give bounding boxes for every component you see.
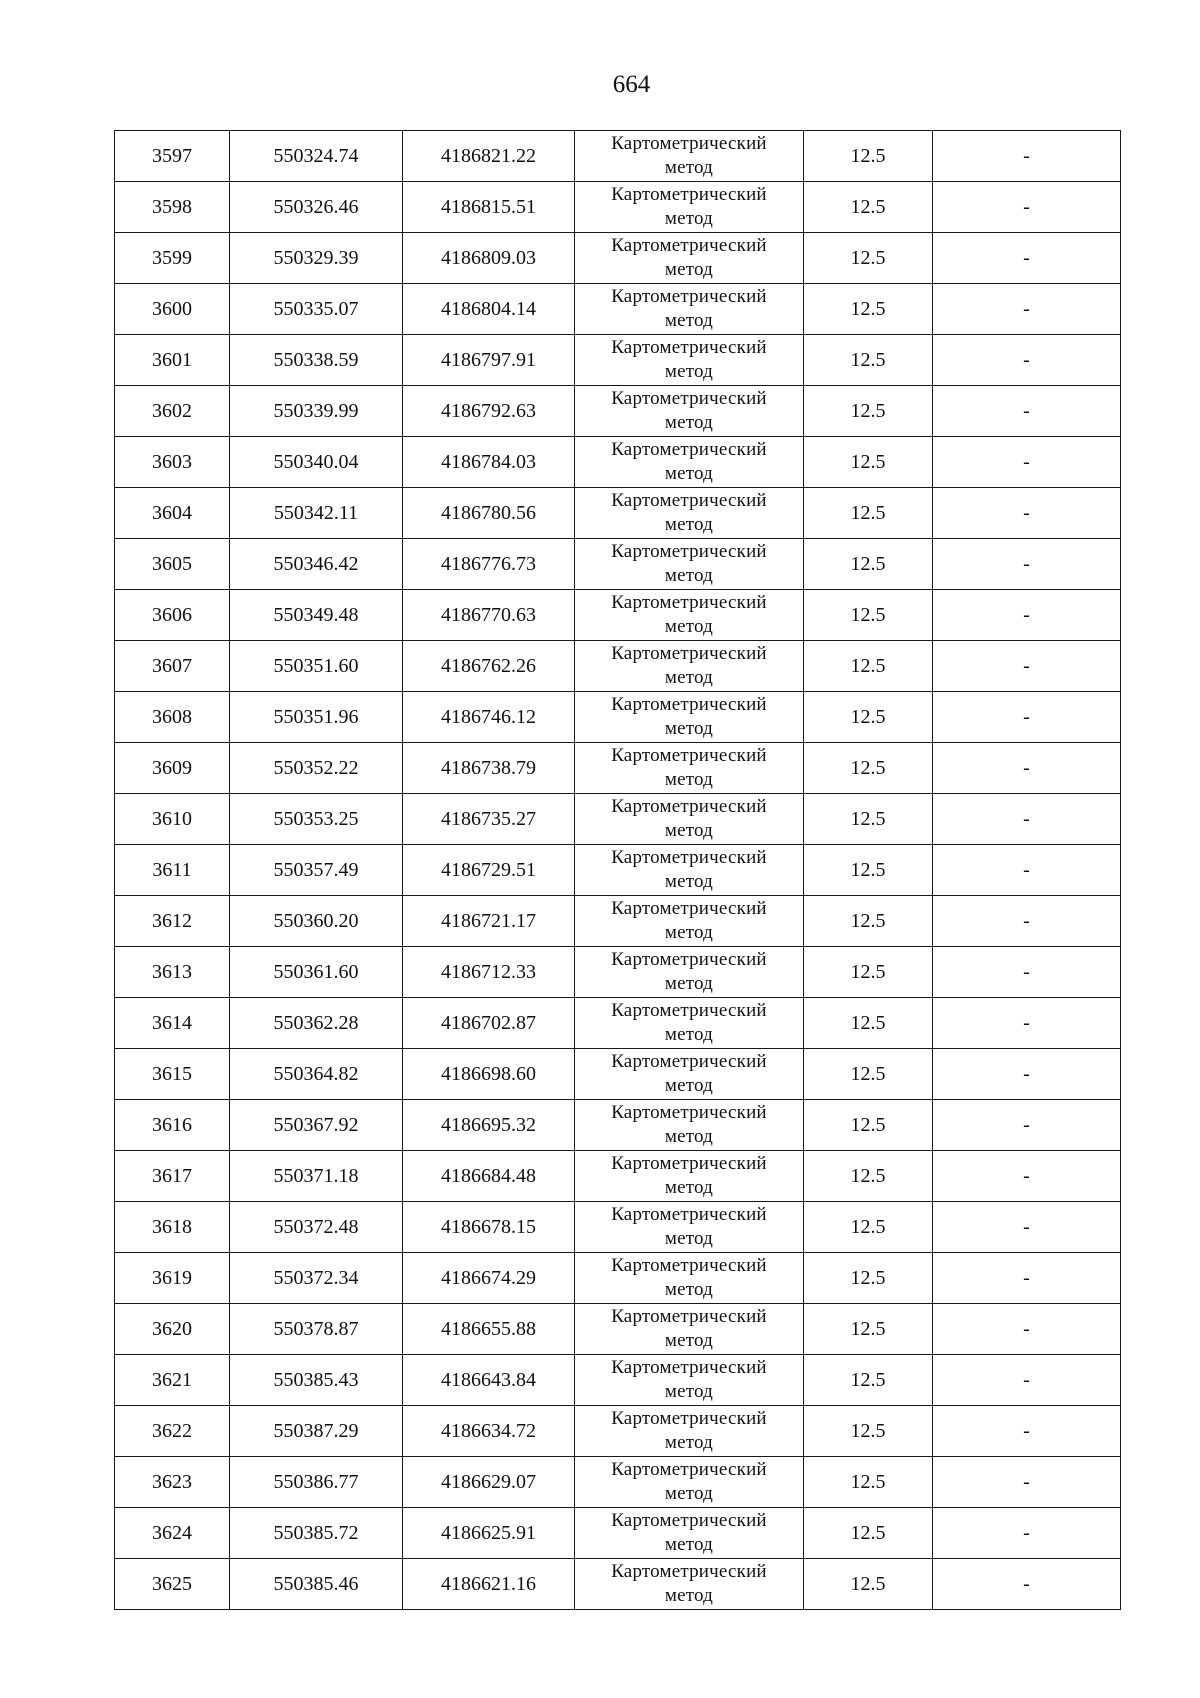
x-coordinate-cell: 550351.96 bbox=[230, 692, 403, 743]
method-line-1: Картометрический bbox=[611, 490, 767, 511]
method-line-1: Картометрический bbox=[611, 235, 767, 256]
method-line-1: Картометрический bbox=[611, 1153, 767, 1174]
point-number-cell: 3597 bbox=[115, 131, 230, 182]
note-cell: - bbox=[933, 488, 1121, 539]
point-number-cell: 3616 bbox=[115, 1100, 230, 1151]
point-number-cell: 3608 bbox=[115, 692, 230, 743]
method-cell bbox=[575, 641, 804, 692]
note-cell: - bbox=[933, 182, 1121, 233]
note-cell: - bbox=[933, 233, 1121, 284]
accuracy-cell: 12.5 bbox=[804, 1559, 933, 1610]
accuracy-cell: 12.5 bbox=[804, 947, 933, 998]
point-number-cell: 3598 bbox=[115, 182, 230, 233]
method-line-1: Картометрический bbox=[611, 439, 767, 460]
method-cell bbox=[575, 845, 804, 896]
accuracy-cell: 12.5 bbox=[804, 1355, 933, 1406]
x-coordinate-cell: 550340.04 bbox=[230, 437, 403, 488]
method-line-1: Картометрический bbox=[611, 1102, 767, 1123]
table-row bbox=[115, 845, 1121, 896]
method-line-1: Картометрический bbox=[611, 541, 767, 562]
table-row bbox=[115, 437, 1121, 488]
accuracy-cell: 12.5 bbox=[804, 590, 933, 641]
method-line-1: Картометрический bbox=[611, 1255, 767, 1276]
accuracy-cell: 12.5 bbox=[804, 539, 933, 590]
y-coordinate-cell: 4186809.03 bbox=[403, 233, 575, 284]
y-coordinate-cell: 4186746.12 bbox=[403, 692, 575, 743]
y-coordinate-cell: 4186776.73 bbox=[403, 539, 575, 590]
point-number-cell: 3619 bbox=[115, 1253, 230, 1304]
method-line-2: метод bbox=[664, 412, 714, 433]
method-line-2: метод bbox=[664, 718, 714, 739]
method-line-2: метод bbox=[664, 769, 714, 790]
method-line-2: метод bbox=[664, 973, 714, 994]
y-coordinate-cell: 4186702.87 bbox=[403, 998, 575, 1049]
method-line-2: метод bbox=[664, 1279, 714, 1300]
method-line-2: метод bbox=[664, 310, 714, 331]
table-row bbox=[115, 488, 1121, 539]
x-coordinate-cell: 550386.77 bbox=[230, 1457, 403, 1508]
method-line-1: Картометрический bbox=[611, 1510, 767, 1531]
method-cell bbox=[575, 896, 804, 947]
method-cell bbox=[575, 182, 804, 233]
y-coordinate-cell: 4186738.79 bbox=[403, 743, 575, 794]
method-line-2: метод bbox=[664, 1228, 714, 1249]
point-number-cell: 3607 bbox=[115, 641, 230, 692]
point-number-cell: 3610 bbox=[115, 794, 230, 845]
point-number-cell: 3614 bbox=[115, 998, 230, 1049]
method-cell bbox=[575, 437, 804, 488]
coordinates-table-body bbox=[115, 131, 1121, 1610]
method-cell bbox=[575, 743, 804, 794]
method-cell bbox=[575, 794, 804, 845]
note-cell: - bbox=[933, 1355, 1121, 1406]
table-row bbox=[115, 1151, 1121, 1202]
accuracy-cell: 12.5 bbox=[804, 692, 933, 743]
table-row bbox=[115, 233, 1121, 284]
note-cell: - bbox=[933, 743, 1121, 794]
point-number-cell: 3612 bbox=[115, 896, 230, 947]
x-coordinate-cell: 550385.46 bbox=[230, 1559, 403, 1610]
method-cell bbox=[575, 1559, 804, 1610]
y-coordinate-cell: 4186634.72 bbox=[403, 1406, 575, 1457]
y-coordinate-cell: 4186792.63 bbox=[403, 386, 575, 437]
y-coordinate-cell: 4186784.03 bbox=[403, 437, 575, 488]
x-coordinate-cell: 550339.99 bbox=[230, 386, 403, 437]
x-coordinate-cell: 550372.48 bbox=[230, 1202, 403, 1253]
table-row bbox=[115, 182, 1121, 233]
accuracy-cell: 12.5 bbox=[804, 998, 933, 1049]
y-coordinate-cell: 4186625.91 bbox=[403, 1508, 575, 1559]
y-coordinate-cell: 4186684.48 bbox=[403, 1151, 575, 1202]
accuracy-cell: 12.5 bbox=[804, 233, 933, 284]
method-line-2: метод bbox=[664, 361, 714, 382]
note-cell: - bbox=[933, 284, 1121, 335]
method-line-1: Картометрический bbox=[611, 184, 767, 205]
table-row bbox=[115, 1559, 1121, 1610]
x-coordinate-cell: 550360.20 bbox=[230, 896, 403, 947]
method-line-2: метод bbox=[664, 1126, 714, 1147]
x-coordinate-cell: 550349.48 bbox=[230, 590, 403, 641]
method-line-1: Картометрический bbox=[611, 898, 767, 919]
method-cell bbox=[575, 1508, 804, 1559]
method-line-2: метод bbox=[664, 1483, 714, 1504]
y-coordinate-cell: 4186797.91 bbox=[403, 335, 575, 386]
table-row bbox=[115, 692, 1121, 743]
method-cell bbox=[575, 1355, 804, 1406]
table-row bbox=[115, 1457, 1121, 1508]
table-row bbox=[115, 335, 1121, 386]
accuracy-cell: 12.5 bbox=[804, 1457, 933, 1508]
method-cell bbox=[575, 1304, 804, 1355]
x-coordinate-cell: 550371.18 bbox=[230, 1151, 403, 1202]
x-coordinate-cell: 550351.60 bbox=[230, 641, 403, 692]
accuracy-cell: 12.5 bbox=[804, 488, 933, 539]
method-cell bbox=[575, 233, 804, 284]
method-cell bbox=[575, 131, 804, 182]
method-cell bbox=[575, 947, 804, 998]
point-number-cell: 3604 bbox=[115, 488, 230, 539]
note-cell: - bbox=[933, 998, 1121, 1049]
accuracy-cell: 12.5 bbox=[804, 437, 933, 488]
y-coordinate-cell: 4186729.51 bbox=[403, 845, 575, 896]
note-cell: - bbox=[933, 131, 1121, 182]
method-line-2: метод bbox=[664, 871, 714, 892]
x-coordinate-cell: 550387.29 bbox=[230, 1406, 403, 1457]
point-number-cell: 3600 bbox=[115, 284, 230, 335]
method-line-2: метод bbox=[664, 1075, 714, 1096]
accuracy-cell: 12.5 bbox=[804, 1202, 933, 1253]
note-cell: - bbox=[933, 794, 1121, 845]
method-line-1: Картометрический bbox=[611, 1357, 767, 1378]
method-cell bbox=[575, 335, 804, 386]
table-row bbox=[115, 1100, 1121, 1151]
method-line-1: Картометрический bbox=[611, 1306, 767, 1327]
method-cell bbox=[575, 386, 804, 437]
method-line-1: Картометрический bbox=[611, 1204, 767, 1225]
table-row bbox=[115, 1049, 1121, 1100]
method-line-2: метод bbox=[664, 1432, 714, 1453]
method-line-2: метод bbox=[664, 820, 714, 841]
note-cell: - bbox=[933, 437, 1121, 488]
method-line-1: Картометрический bbox=[611, 1051, 767, 1072]
x-coordinate-cell: 550335.07 bbox=[230, 284, 403, 335]
point-number-cell: 3618 bbox=[115, 1202, 230, 1253]
y-coordinate-cell: 4186815.51 bbox=[403, 182, 575, 233]
note-cell: - bbox=[933, 641, 1121, 692]
method-line-1: Картометрический bbox=[611, 745, 767, 766]
table-row bbox=[115, 1406, 1121, 1457]
y-coordinate-cell: 4186762.26 bbox=[403, 641, 575, 692]
method-line-2: метод bbox=[664, 1381, 714, 1402]
page-number: 664 bbox=[612, 71, 651, 98]
note-cell: - bbox=[933, 1406, 1121, 1457]
note-cell: - bbox=[933, 1457, 1121, 1508]
method-line-1: Картометрический bbox=[611, 949, 767, 970]
point-number-cell: 3609 bbox=[115, 743, 230, 794]
y-coordinate-cell: 4186770.63 bbox=[403, 590, 575, 641]
method-line-1: Картометрический bbox=[611, 796, 767, 817]
table-row bbox=[115, 386, 1121, 437]
accuracy-cell: 12.5 bbox=[804, 284, 933, 335]
method-line-1: Картометрический bbox=[611, 694, 767, 715]
accuracy-cell: 12.5 bbox=[804, 182, 933, 233]
accuracy-cell: 12.5 bbox=[804, 1151, 933, 1202]
x-coordinate-cell: 550361.60 bbox=[230, 947, 403, 998]
method-line-2: метод bbox=[664, 922, 714, 943]
method-line-2: метод bbox=[664, 1177, 714, 1198]
point-number-cell: 3605 bbox=[115, 539, 230, 590]
point-number-cell: 3615 bbox=[115, 1049, 230, 1100]
method-line-1: Картометрический bbox=[611, 337, 767, 358]
method-cell bbox=[575, 998, 804, 1049]
x-coordinate-cell: 550357.49 bbox=[230, 845, 403, 896]
table-row bbox=[115, 590, 1121, 641]
table-row bbox=[115, 794, 1121, 845]
point-number-cell: 3603 bbox=[115, 437, 230, 488]
method-line-1: Картометрический bbox=[611, 1000, 767, 1021]
note-cell: - bbox=[933, 1202, 1121, 1253]
method-cell bbox=[575, 1100, 804, 1151]
point-number-cell: 3623 bbox=[115, 1457, 230, 1508]
y-coordinate-cell: 4186804.14 bbox=[403, 284, 575, 335]
x-coordinate-cell: 550342.11 bbox=[230, 488, 403, 539]
table-row bbox=[115, 1304, 1121, 1355]
method-line-2: метод bbox=[664, 1330, 714, 1351]
method-line-1: Картометрический bbox=[611, 643, 767, 664]
y-coordinate-cell: 4186629.07 bbox=[403, 1457, 575, 1508]
table-row bbox=[115, 641, 1121, 692]
method-cell bbox=[575, 1457, 804, 1508]
table-row bbox=[115, 1202, 1121, 1253]
method-line-2: метод bbox=[664, 514, 714, 535]
y-coordinate-cell: 4186698.60 bbox=[403, 1049, 575, 1100]
x-coordinate-cell: 550353.25 bbox=[230, 794, 403, 845]
point-number-cell: 3606 bbox=[115, 590, 230, 641]
table-row bbox=[115, 284, 1121, 335]
y-coordinate-cell: 4186712.33 bbox=[403, 947, 575, 998]
x-coordinate-cell: 550385.43 bbox=[230, 1355, 403, 1406]
x-coordinate-cell: 550346.42 bbox=[230, 539, 403, 590]
x-coordinate-cell: 550385.72 bbox=[230, 1508, 403, 1559]
point-number-cell: 3613 bbox=[115, 947, 230, 998]
y-coordinate-cell: 4186674.29 bbox=[403, 1253, 575, 1304]
method-line-2: метод bbox=[664, 616, 714, 637]
y-coordinate-cell: 4186735.27 bbox=[403, 794, 575, 845]
method-line-2: метод bbox=[664, 208, 714, 229]
method-line-2: метод bbox=[664, 259, 714, 280]
x-coordinate-cell: 550329.39 bbox=[230, 233, 403, 284]
note-cell: - bbox=[933, 590, 1121, 641]
note-cell: - bbox=[933, 1508, 1121, 1559]
method-line-2: метод bbox=[664, 565, 714, 586]
note-cell: - bbox=[933, 386, 1121, 437]
point-number-cell: 3625 bbox=[115, 1559, 230, 1610]
accuracy-cell: 12.5 bbox=[804, 1304, 933, 1355]
point-number-cell: 3611 bbox=[115, 845, 230, 896]
x-coordinate-cell: 550364.82 bbox=[230, 1049, 403, 1100]
method-cell bbox=[575, 1049, 804, 1100]
note-cell: - bbox=[933, 692, 1121, 743]
table-row bbox=[115, 1253, 1121, 1304]
note-cell: - bbox=[933, 845, 1121, 896]
accuracy-cell: 12.5 bbox=[804, 1100, 933, 1151]
accuracy-cell: 12.5 bbox=[804, 335, 933, 386]
point-number-cell: 3599 bbox=[115, 233, 230, 284]
point-number-cell: 3621 bbox=[115, 1355, 230, 1406]
accuracy-cell: 12.5 bbox=[804, 743, 933, 794]
x-coordinate-cell: 550338.59 bbox=[230, 335, 403, 386]
point-number-cell: 3622 bbox=[115, 1406, 230, 1457]
method-cell bbox=[575, 1151, 804, 1202]
method-line-1: Картометрический bbox=[611, 286, 767, 307]
y-coordinate-cell: 4186721.17 bbox=[403, 896, 575, 947]
accuracy-cell: 12.5 bbox=[804, 1049, 933, 1100]
method-cell bbox=[575, 284, 804, 335]
note-cell: - bbox=[933, 1100, 1121, 1151]
y-coordinate-cell: 4186621.16 bbox=[403, 1559, 575, 1610]
method-line-1: Картометрический bbox=[611, 1459, 767, 1480]
note-cell: - bbox=[933, 1559, 1121, 1610]
method-cell bbox=[575, 1406, 804, 1457]
y-coordinate-cell: 4186695.32 bbox=[403, 1100, 575, 1151]
method-cell bbox=[575, 488, 804, 539]
y-coordinate-cell: 4186643.84 bbox=[403, 1355, 575, 1406]
method-line-2: метод bbox=[664, 1024, 714, 1045]
method-cell bbox=[575, 1202, 804, 1253]
x-coordinate-cell: 550367.92 bbox=[230, 1100, 403, 1151]
note-cell: - bbox=[933, 896, 1121, 947]
y-coordinate-cell: 4186678.15 bbox=[403, 1202, 575, 1253]
point-number-cell: 3624 bbox=[115, 1508, 230, 1559]
method-line-2: метод bbox=[664, 157, 714, 178]
accuracy-cell: 12.5 bbox=[804, 794, 933, 845]
point-number-cell: 3602 bbox=[115, 386, 230, 437]
note-cell: - bbox=[933, 947, 1121, 998]
point-number-cell: 3617 bbox=[115, 1151, 230, 1202]
accuracy-cell: 12.5 bbox=[804, 131, 933, 182]
note-cell: - bbox=[933, 539, 1121, 590]
method-line-1: Картометрический bbox=[611, 388, 767, 409]
point-number-cell: 3601 bbox=[115, 335, 230, 386]
accuracy-cell: 12.5 bbox=[804, 896, 933, 947]
note-cell: - bbox=[933, 1253, 1121, 1304]
note-cell: - bbox=[933, 1151, 1121, 1202]
method-line-2: метод bbox=[664, 1534, 714, 1555]
accuracy-cell: 12.5 bbox=[804, 845, 933, 896]
method-line-2: метод bbox=[664, 1585, 714, 1606]
x-coordinate-cell: 550324.74 bbox=[230, 131, 403, 182]
table-row bbox=[115, 1355, 1121, 1406]
table-row bbox=[115, 743, 1121, 794]
accuracy-cell: 12.5 bbox=[804, 1253, 933, 1304]
x-coordinate-cell: 550362.28 bbox=[230, 998, 403, 1049]
x-coordinate-cell: 550326.46 bbox=[230, 182, 403, 233]
table-row bbox=[115, 896, 1121, 947]
accuracy-cell: 12.5 bbox=[804, 386, 933, 437]
table-row bbox=[115, 998, 1121, 1049]
note-cell: - bbox=[933, 1304, 1121, 1355]
method-line-2: метод bbox=[664, 463, 714, 484]
method-line-1: Картометрический bbox=[611, 1561, 767, 1582]
table-row bbox=[115, 947, 1121, 998]
x-coordinate-cell: 550378.87 bbox=[230, 1304, 403, 1355]
method-cell bbox=[575, 590, 804, 641]
x-coordinate-cell: 550372.34 bbox=[230, 1253, 403, 1304]
note-cell: - bbox=[933, 335, 1121, 386]
method-line-1: Картометрический bbox=[611, 1408, 767, 1429]
coordinates-table bbox=[114, 130, 1121, 1610]
accuracy-cell: 12.5 bbox=[804, 641, 933, 692]
y-coordinate-cell: 4186821.22 bbox=[403, 131, 575, 182]
method-cell bbox=[575, 539, 804, 590]
method-cell bbox=[575, 692, 804, 743]
x-coordinate-cell: 550352.22 bbox=[230, 743, 403, 794]
y-coordinate-cell: 4186655.88 bbox=[403, 1304, 575, 1355]
point-number-cell: 3620 bbox=[115, 1304, 230, 1355]
method-line-1: Картометрический bbox=[611, 847, 767, 868]
method-line-2: метод bbox=[664, 667, 714, 688]
method-cell bbox=[575, 1253, 804, 1304]
accuracy-cell: 12.5 bbox=[804, 1508, 933, 1559]
y-coordinate-cell: 4186780.56 bbox=[403, 488, 575, 539]
accuracy-cell: 12.5 bbox=[804, 1406, 933, 1457]
note-cell: - bbox=[933, 1049, 1121, 1100]
table-row bbox=[115, 1508, 1121, 1559]
table-row bbox=[115, 539, 1121, 590]
method-line-1: Картометрический bbox=[611, 592, 767, 613]
table-row bbox=[115, 131, 1121, 182]
method-line-1: Картометрический bbox=[611, 133, 767, 154]
